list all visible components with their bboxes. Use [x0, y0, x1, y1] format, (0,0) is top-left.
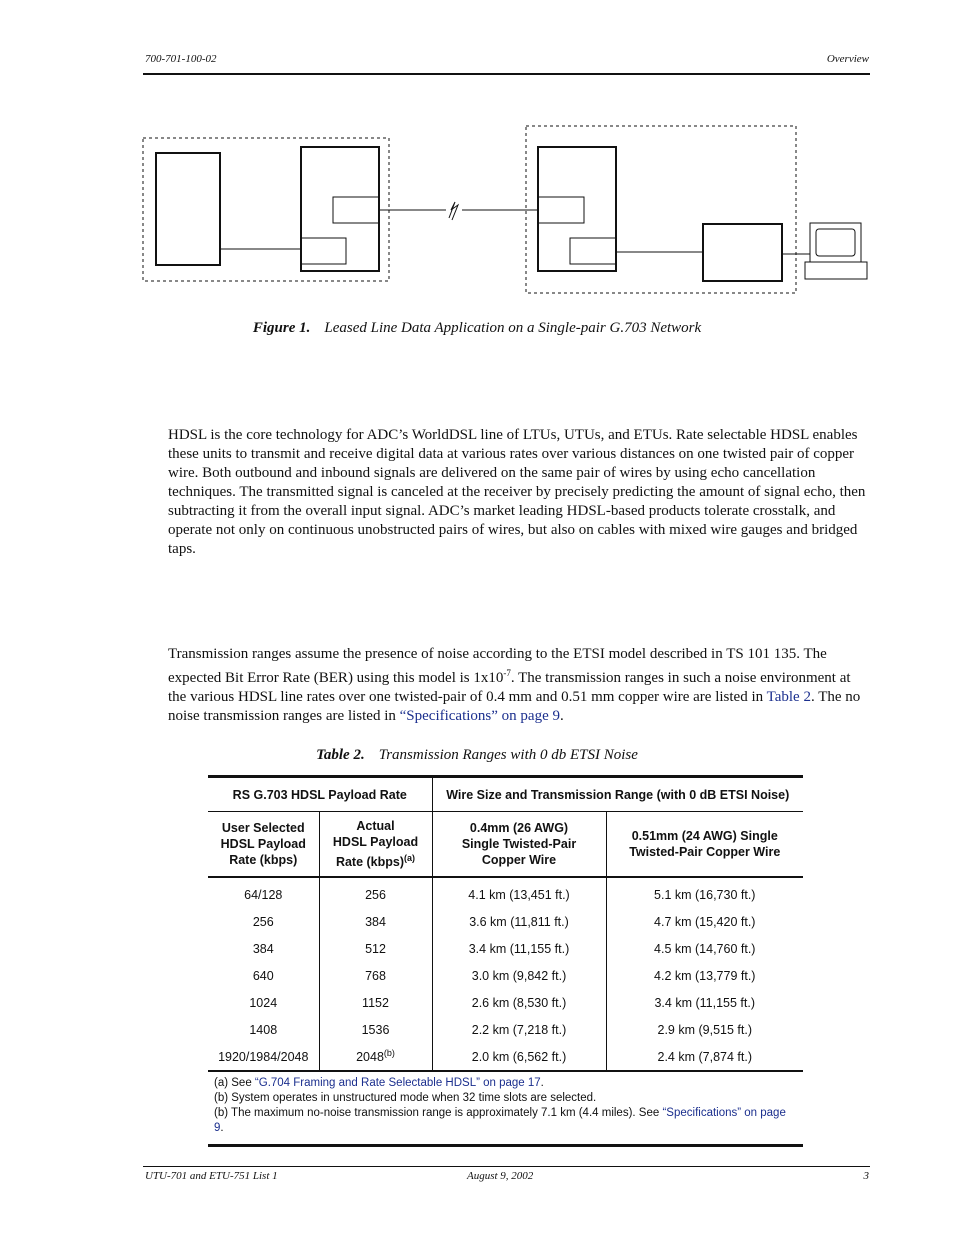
table-row: 384 512 3.4 km (11,155 ft.) 4.5 km (14,760 ft.): [208, 935, 803, 962]
col-header-user-rate: User Selected HDSL Payload Rate (kbps): [208, 812, 319, 878]
group-header-wire: Wire Size and Transmission Range (with 0 dB ETSI Noise): [432, 777, 803, 812]
transmission-text-1: Transmission ranges assume the presence of noise according to the ETSI model described in TS 101 135. The expected Bit Error Rate (BER) using this model is 1x10: [168, 646, 827, 686]
table-row: 1408 1536 2.2 km (7,218 ft.) 2.9 km (9,515 ft.): [208, 1016, 803, 1043]
note-a: (a) See “G.704 Framing and Rate Selectable HDSL” on page 17.: [214, 1077, 544, 1089]
col-header-051mm: 0.51mm (24 AWG) Single Twisted-Pair Copper Wire: [606, 812, 803, 878]
ltu-hdsl-port: [333, 197, 379, 223]
footer-page-number: 3: [863, 1170, 869, 1182]
table-notes: [208, 1070, 803, 1147]
note-a-marker: (a): [404, 852, 416, 863]
data-equipment-box: [156, 153, 220, 265]
note-specifications-link[interactable]: “Specifications” on page 9: [214, 1107, 786, 1134]
table-label: Table 2.: [316, 747, 365, 763]
ltu-site-boundary: [143, 138, 389, 281]
table-row: 1920/1984/2048 2048$^{(b)}$ 2.0 km (6,562 ft.) 2.4 km (7,874 ft.): [208, 1043, 803, 1070]
g704-link[interactable]: “G.704 Framing and Rate Selectable HDSL” on page 17: [254, 1077, 541, 1089]
table-row: 256 384 3.6 km (11,811 ft.) 4.7 km (15,420 ft.): [208, 908, 803, 935]
specifications-link[interactable]: “Specifications” on page 9: [399, 708, 560, 724]
footer-date: August 9, 2002: [467, 1170, 534, 1182]
figure-caption: [0, 320, 954, 337]
hdsl-paragraph-text: HDSL is the core technology for ADC’s WorldDSL line of LTUs, UTUs, and ETUs. Rate selectable HDSL enables these units to transmit and receive digital data at various rates over various distances on one twisted pair of copper wire. Both outbound and inbound signals are delivered on the same pair of wires by using echo cancellation techniques. The transmitted signal is canceled at the receiver by precisely predicting the amount of signal echo, then subtracting it from the overall input signal. ADC’s market leading HDSL-based products tolerate crosstalk, and operate not only on continuous unobstructed pairs of wires, but also on cables with mixed wire gauges and bridged taps.: [168, 427, 866, 557]
table-2-link[interactable]: Table 2: [766, 689, 811, 705]
note-b-marker: (b): [383, 1048, 395, 1059]
col-header-04mm: 0.4mm (26 AWG) Single Twisted-Pair Copper Wire: [432, 812, 606, 878]
col-header-actual-rate: Actual HDSL Payload Rate (kbps)$^{(a)}$: [319, 812, 432, 878]
header-section: Overview: [826, 53, 869, 65]
table-row: 64/128 256 4.1 km (13,451 ft.) 5.1 km (16,730 ft.): [208, 877, 803, 908]
ltu-data-port: [301, 238, 346, 264]
line-break-icon: [449, 202, 458, 220]
ltu-unit-box: [301, 147, 379, 271]
network-diagram: [0, 0, 954, 320]
utu-hdsl-port: [538, 197, 584, 223]
note-c: (b) The maximum no-noise transmission range is approximately 7.1 km (4.4 miles). See “Specifications” on page 9.: [214, 1107, 786, 1134]
table-row: 1024 1152 2.6 km (8,530 ft.) 3.4 km (11,155 ft.): [208, 989, 803, 1016]
transmission-text-3: . The no noise transmission ranges are listed in: [168, 689, 861, 724]
note-b: (b) System operates in unstructured mode when 32 time slots are selected.: [214, 1092, 597, 1104]
transmission-paragraph: [168, 645, 868, 726]
figure-label: Figure 1.: [252, 320, 311, 336]
table-row: 640 768 3.0 km (9,842 ft.) 4.2 km (13,779 ft.): [208, 962, 803, 989]
transmission-text-2: . The transmission ranges in such a noise environment at the various HDSL line rates over one twisted-pair of 0.4 mm and 0.51 mm copper wire are listed in: [168, 670, 851, 705]
computer-icon: [805, 223, 867, 279]
dte-box: [703, 224, 782, 281]
transmission-text-4: .: [559, 708, 564, 724]
table-title: Transmission Ranges with 0 db ETSI Noise: [378, 747, 638, 763]
utu-unit-box: [538, 147, 616, 271]
ber-exponent: -7: [503, 668, 511, 678]
group-header-payload: RS G.703 HDSL Payload Rate: [208, 777, 432, 812]
transmission-range-table: [208, 775, 803, 1147]
hdsl-paragraph: [168, 426, 868, 559]
utu-data-port: [570, 238, 616, 264]
footer-product: UTU-701 and ETU-751 List 1: [145, 1170, 278, 1182]
header-doc-number: 700-701-100-02: [145, 53, 217, 65]
table-caption: [0, 747, 954, 764]
footer-rule: [143, 1166, 870, 1167]
utu-site-boundary: [526, 126, 796, 293]
figure-title: Leased Line Data Application on a Single-pair G.703 Network: [324, 320, 702, 336]
